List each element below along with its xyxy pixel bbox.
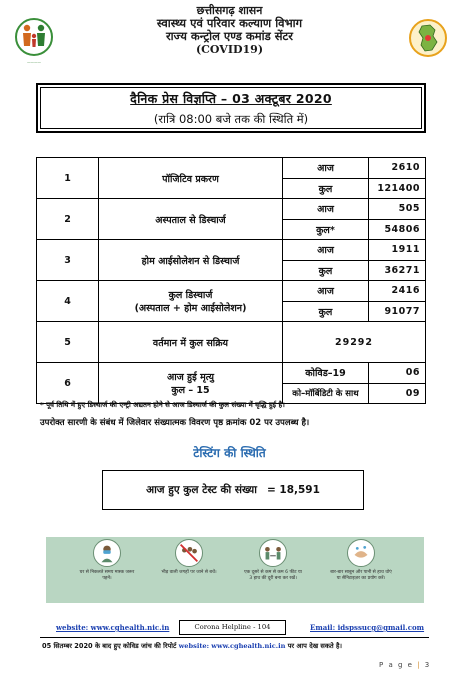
table-row — [37, 158, 426, 179]
page-number — [379, 661, 431, 669]
page-number-value: 3 — [424, 661, 431, 669]
awareness-banner — [46, 537, 424, 603]
tip-handwash — [330, 539, 392, 601]
sub-value: 91077 — [369, 301, 426, 322]
press-release-subtitle: (रात्रि 08:00 बजे तक की स्थिति में) — [153, 112, 309, 126]
sub-label: आज — [283, 158, 369, 179]
table-row — [37, 322, 426, 363]
testing-label: आज हुए कुल टेस्ट की संख्या — [146, 484, 257, 496]
sub-value: 36271 — [369, 260, 426, 281]
website-link[interactable]: website: www.cghealth.nic.in — [56, 623, 170, 632]
row-label — [99, 363, 283, 404]
letterhead — [0, 4, 459, 64]
sub-label: को–मॉर्बिडिटी के साथ — [283, 383, 369, 404]
sub-label: आज — [283, 281, 369, 302]
tip-mask — [76, 539, 138, 601]
testing-value: = 18,591 — [266, 484, 320, 496]
sub-label: कुल — [283, 178, 369, 199]
mask-icon — [93, 539, 121, 567]
tip-text: भीड़ वाली जगहों पर जाने से बचें। — [161, 570, 217, 575]
row-number: 5 — [37, 322, 99, 363]
sub-value: 121400 — [369, 178, 426, 199]
sub-value: 09 — [369, 383, 426, 404]
tip-text: एक दूसरे से कम से कम 6 फीट या 3 हाथ की दूरी बना कर रखें। — [244, 570, 302, 581]
tip-text: घर से निकलते समय मास्क जरूर पहनें। — [79, 570, 135, 581]
govt-name: छत्तीसगढ़ शासन — [196, 4, 263, 17]
table-row — [37, 281, 426, 302]
distance-icon — [259, 539, 287, 567]
email-link[interactable]: Email: idspssucg@gmail.com — [310, 623, 425, 632]
row-number: 2 — [37, 199, 99, 240]
helpline-box: Corona Helpline - 104 — [179, 620, 286, 635]
logo-caption-decoration: ———— — [27, 60, 41, 64]
row-label-line1: कुल डिस्चार्ज — [168, 290, 213, 301]
row-number: 6 — [37, 363, 99, 404]
row-label: वर्तमान में कुल सक्रिय — [99, 322, 283, 363]
press-release-title: दैनिक प्रेस विज्ञप्ति – 03 अक्टूबर 2020 — [130, 91, 332, 106]
discharge-footnote: * पूर्व तिथि में हुए डिस्चार्ज की एन्ट्री अद्यतन होने से आज डिस्चार्ज की कुल संख्या में वृद्धि हुई है। — [40, 401, 285, 409]
report-website-note — [42, 641, 452, 650]
table-row — [37, 240, 426, 261]
sub-label: आज — [283, 240, 369, 261]
report-note-post: पर आप देख सकते है। — [287, 642, 342, 650]
testing-heading: टेस्टिंग की स्थिति — [193, 446, 266, 460]
row-label-line1: आज हुई मृत्यु — [166, 372, 215, 383]
sub-label: आज — [283, 199, 369, 220]
sub-value: 2416 — [369, 281, 426, 302]
family-logo-icon — [14, 16, 54, 58]
district-note: उपरोक्त सारणी के संबंध में जिलेवार संख्यात्मक विवरण पृष्ठ क्रमांक 02 पर उपलब्ध है। — [40, 418, 310, 428]
tip-distance — [242, 539, 304, 601]
crowd-icon — [175, 539, 203, 567]
sub-value: 54806 — [369, 219, 426, 240]
row-label-line2: कुल – 15 — [171, 385, 210, 396]
sub-label: कुल — [283, 301, 369, 322]
row-number: 3 — [37, 240, 99, 281]
control-centre-name: राज्य कन्ट्रोल एण्ड कमांड सेंटर — [165, 29, 294, 43]
report-note-pre: 05 सितम्बर 2020 के बाद हुए कोविड जांच की रिपोर्ट — [42, 642, 177, 650]
footer-divider — [40, 637, 429, 638]
row-label: अस्पताल से डिस्चार्ज — [99, 199, 283, 240]
sub-label: कुल — [283, 260, 369, 281]
table-row — [37, 363, 426, 384]
sub-value: 2610 — [369, 158, 426, 179]
covid-summary-table — [36, 157, 426, 404]
row-label-line2: (अस्पताल + होम आईसोलेशन) — [134, 303, 247, 314]
press-release-title-box — [36, 83, 426, 133]
handwash-icon — [347, 539, 375, 567]
row-number: 1 — [37, 158, 99, 199]
sub-label: कोविड–19 — [283, 363, 369, 384]
row-label — [99, 281, 283, 322]
chhattisgarh-map-logo-icon — [408, 18, 448, 58]
active-cases-value: 29292 — [283, 322, 426, 363]
sub-value: 505 — [369, 199, 426, 220]
report-website-link[interactable]: website: www.cghealth.nic.in — [178, 642, 286, 650]
tip-crowd — [158, 539, 220, 601]
row-number: 4 — [37, 281, 99, 322]
page-separator: | — [417, 661, 422, 669]
department-name: स्वास्थ्य एवं परिवार कल्याण विभाग — [156, 16, 303, 30]
sub-value: 06 — [369, 363, 426, 384]
page-label: P a g e — [379, 661, 414, 669]
table-row — [37, 199, 426, 220]
sub-value: 1911 — [369, 240, 426, 261]
row-label: पॉजिटिव प्रकरण — [99, 158, 283, 199]
sub-label: कुल* — [283, 219, 369, 240]
testing-summary-box — [102, 470, 364, 510]
tip-text: बार-बार साबुन और पानी से हाथ धोएं या सैनिटाइज़र का प्रयोग करें। — [330, 570, 392, 581]
row-label: होम आईसोलेशन से डिस्चार्ज — [99, 240, 283, 281]
covid-label: (COVID19) — [195, 43, 264, 56]
